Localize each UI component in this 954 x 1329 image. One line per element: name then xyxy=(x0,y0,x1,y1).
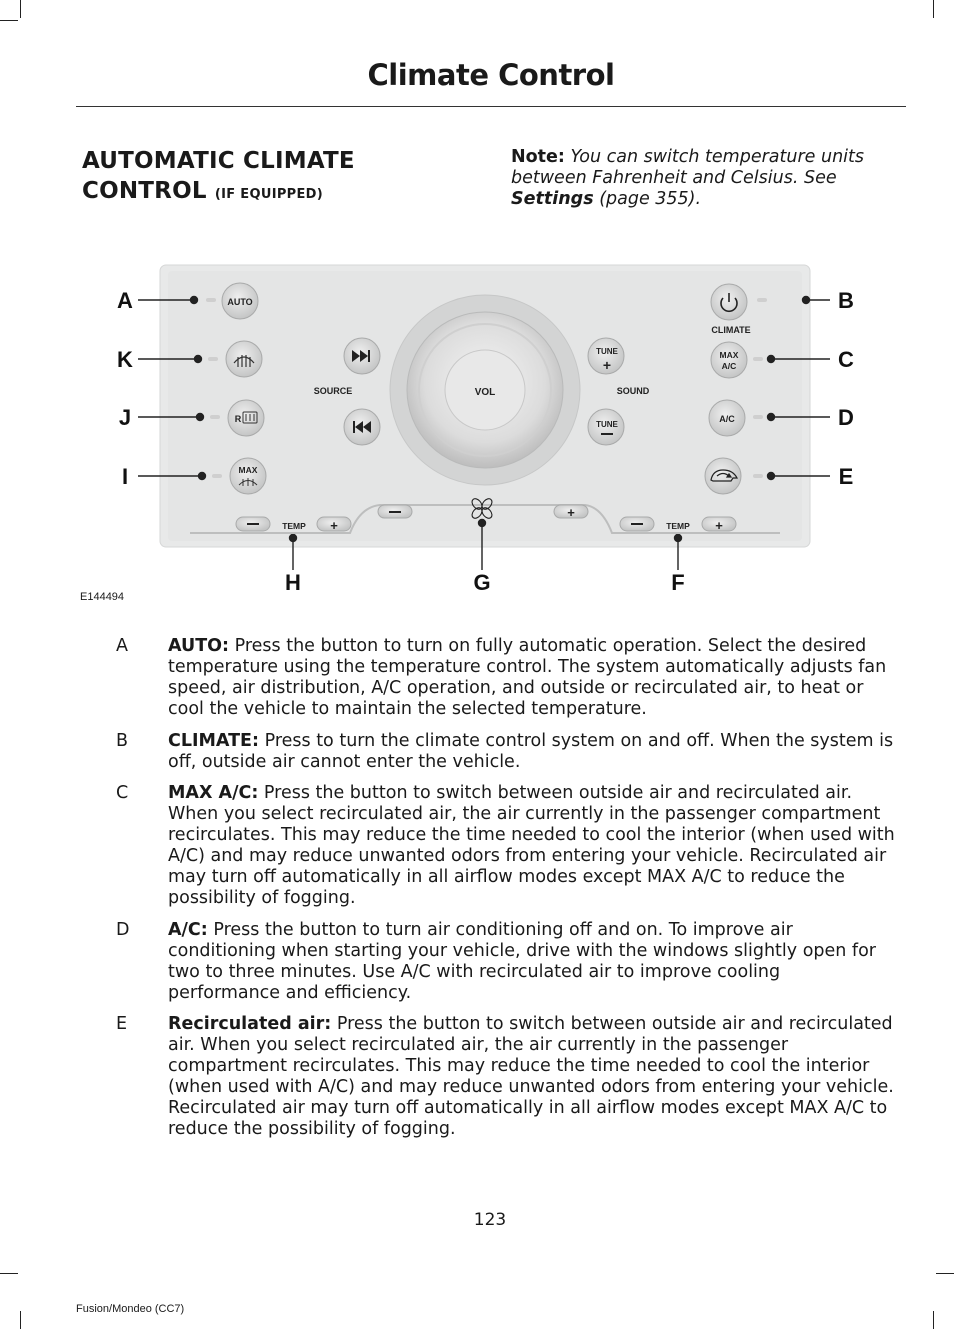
max-defrost-button[interactable] xyxy=(230,458,266,494)
item-text xyxy=(168,636,896,720)
crop-mark xyxy=(936,1273,954,1274)
item-letter: E xyxy=(116,1014,128,1034)
callout-j: J xyxy=(118,405,132,430)
item-body: Press to turn the climate control system on and off. When the system is off, outside air cannot enter the vehicle. xyxy=(168,731,894,773)
left-temp-label: TEMP xyxy=(282,521,306,531)
page-title: Climate Control xyxy=(367,58,615,92)
auto-button-label: AUTO xyxy=(227,297,253,307)
callout-d: D xyxy=(838,405,854,430)
title-divider xyxy=(76,106,906,107)
indicator-led xyxy=(212,474,222,478)
rear-defrost-label: R xyxy=(234,414,242,424)
minus-icon xyxy=(631,523,643,525)
crop-mark xyxy=(0,20,18,21)
callout-b: B xyxy=(838,288,854,313)
leader-dot-i xyxy=(199,473,206,480)
max-defrost-label: MAX xyxy=(238,465,258,475)
tune-up-label: TUNE xyxy=(596,347,618,356)
callout-k: K xyxy=(117,347,133,372)
section-heading xyxy=(82,146,402,210)
max-ac-label-top: MAX xyxy=(719,350,739,360)
note-body: You can switch temperature units between Fahrenheit and Celsius. See xyxy=(511,147,865,188)
item-letter: A xyxy=(116,636,128,656)
crop-mark xyxy=(20,1311,21,1329)
leader-dot-a xyxy=(191,297,198,304)
crop-mark xyxy=(933,1311,934,1329)
item-text xyxy=(168,1014,896,1141)
item-term: Recirculated air: xyxy=(168,1014,332,1034)
max-ac-label-bottom: A/C xyxy=(721,361,737,371)
item-term: CLIMATE: xyxy=(168,731,259,751)
callout-f: F xyxy=(671,570,685,595)
front-defrost-button[interactable] xyxy=(226,341,262,377)
section-qualifier: (IF EQUIPPED) xyxy=(214,187,323,202)
page-number: 123 xyxy=(473,1210,507,1230)
item-body: Press the button to turn air conditioning off and on. To improve air conditioning when starting your vehicle, drive with the windows slightly open for two to three minutes. Use A/C with recirculated air to improve cooling performance and efficiency. xyxy=(168,920,876,1004)
leader-dot-e xyxy=(768,473,775,480)
callout-a: A xyxy=(117,288,133,313)
item-term: MAX A/C: xyxy=(168,783,259,803)
tune-down-minus-icon xyxy=(601,433,613,435)
leader-dot-g xyxy=(479,520,486,527)
max-ac-button[interactable] xyxy=(711,342,747,378)
minus-icon xyxy=(247,523,259,525)
indicator-led xyxy=(210,415,220,419)
callout-i: I xyxy=(121,464,129,489)
note xyxy=(511,147,906,210)
note-page-ref: (page 355). xyxy=(599,189,702,209)
indicator-led xyxy=(753,357,763,361)
crop-mark xyxy=(933,0,934,18)
item-term: AUTO: xyxy=(168,636,230,656)
leader-dot-k xyxy=(195,356,202,363)
item-term: A/C: xyxy=(168,920,208,940)
item-body: Press the button to turn on fully automatic operation. Select the desired temperature using the temperature control. The system automatically adjusts fan speed, air distribution, A/C operation, and outside or recirculated air, to heat or cool the vehicle to maintain the selected temperature. xyxy=(168,636,887,720)
vol-label: VOL xyxy=(474,387,496,398)
source-label: SOURCE xyxy=(313,386,353,396)
leader-dot-c xyxy=(768,356,775,363)
callout-g: G xyxy=(473,570,491,595)
item-letter: C xyxy=(116,783,129,803)
climate-control-figure xyxy=(0,255,954,610)
right-temp-label: TEMP xyxy=(666,521,690,531)
leader-dot-h xyxy=(290,535,297,542)
item-body: Press the button to switch between outside air and recirculated air. When you select recirculated air, the air currently in the passenger compartment recirculates. This may reduce the time needed to cool the interior (when used with A/C) and may reduce unwanted odors from entering your vehicle. Recirculated air may turn off automatically in all airflow modes except MAX A/C to reduce the possibility of fogging. xyxy=(168,783,895,909)
item-text xyxy=(168,731,896,773)
footer-text: Fusion/Mondeo (CC7) xyxy=(76,1303,185,1315)
callout-c: C xyxy=(838,347,854,372)
indicator-led xyxy=(753,474,763,478)
indicator-led xyxy=(206,298,216,302)
plus-icon: + xyxy=(715,518,723,533)
indicator-led xyxy=(753,415,763,419)
leader-dot-f xyxy=(675,535,682,542)
callout-e: E xyxy=(838,464,854,489)
ac-button-label: A/C xyxy=(719,414,735,424)
figure-id: E144494 xyxy=(80,591,125,603)
callout-h: H xyxy=(285,570,301,595)
sound-label: SOUND xyxy=(616,386,650,396)
leader-dot-b xyxy=(803,297,810,304)
indicator-led xyxy=(757,298,767,302)
tune-up-plus-icon: + xyxy=(602,357,612,373)
plus-icon: + xyxy=(567,505,575,520)
crop-mark xyxy=(20,0,21,18)
item-body: Press the button to switch between outside air and recirculated air. When you select recirculated air, the air currently in the passenger compartment recirculates. This may reduce the time needed to cool the interior (when used with A/C) and may reduce unwanted odors from entering your vehicle. Recirculated air may turn off automatically in all airflow modes except MAX A/C to reduce the possibility of fogging. xyxy=(168,1014,894,1140)
leader-dot-d xyxy=(768,414,775,421)
minus-icon xyxy=(389,511,401,513)
indicator-led xyxy=(208,357,218,361)
leader-dot-j xyxy=(197,414,204,421)
climate-label: CLIMATE xyxy=(711,325,751,335)
item-letter: B xyxy=(116,731,129,751)
settings-link[interactable]: Settings xyxy=(511,189,594,209)
item-text xyxy=(168,920,896,1004)
note-label: Note: xyxy=(511,147,565,167)
plus-icon: + xyxy=(330,518,338,533)
item-letter: D xyxy=(116,920,130,940)
item-text xyxy=(168,783,896,910)
section-heading-text: AUTOMATIC CLIMATE CONTROL xyxy=(82,148,355,204)
crop-mark xyxy=(0,1273,18,1274)
tune-down-label: TUNE xyxy=(596,420,618,429)
